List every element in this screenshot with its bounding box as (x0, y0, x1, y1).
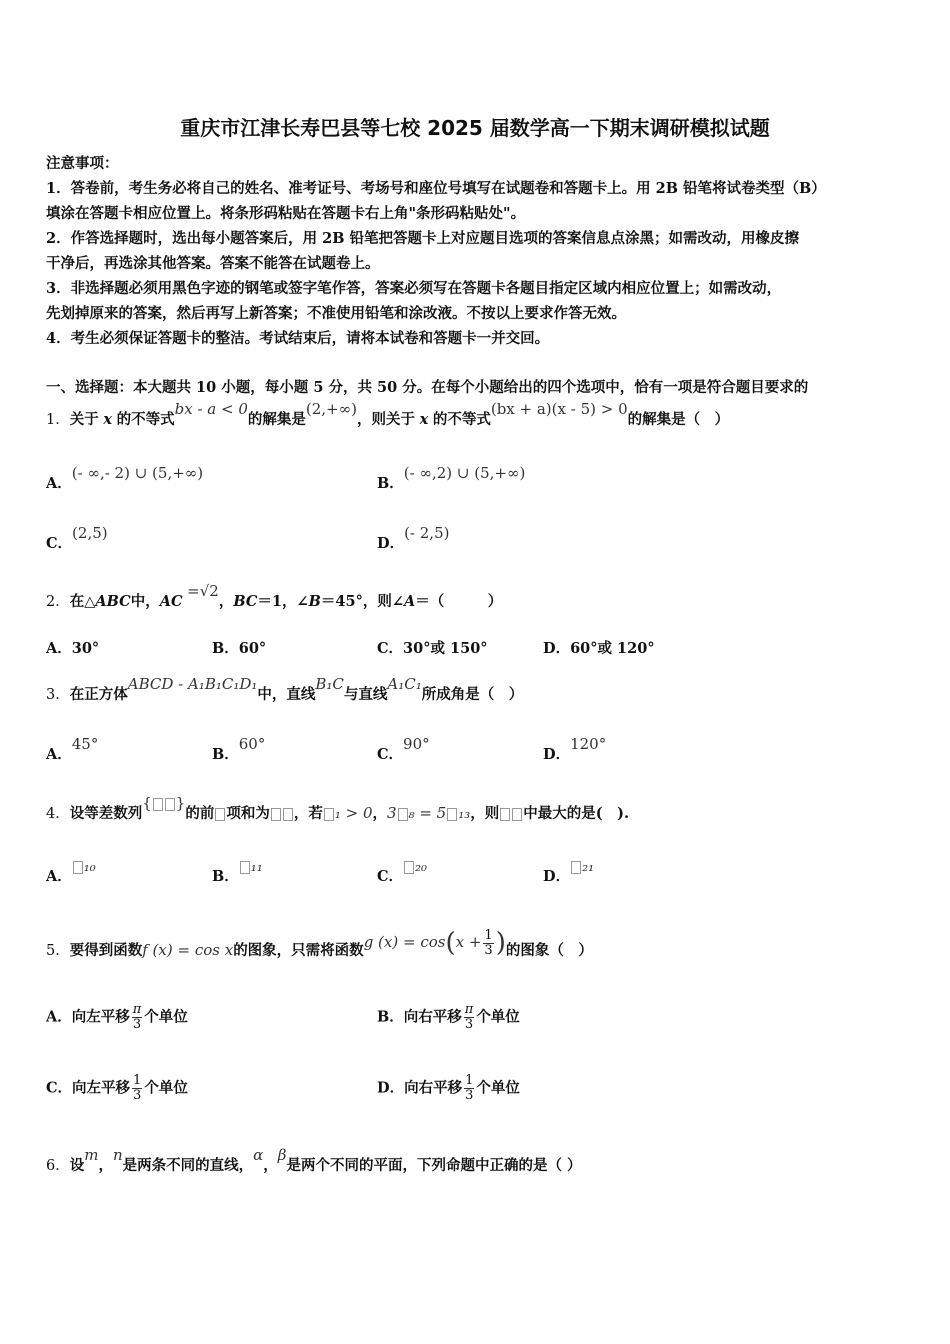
q5-option-c[interactable] (46, 1074, 188, 1103)
option-label: B． (377, 475, 404, 492)
missing-glyph-icon (447, 808, 457, 821)
note-2a: 2．作答选择题时，选出每小题答案后，用 2B 铅笔把答题卡上对应题目选项的答案信息点涂黑；如需改动，用橡皮擦 (46, 230, 800, 247)
option-label: D． (543, 868, 571, 885)
math-expr: B₁C (315, 675, 344, 693)
question-6 (46, 1146, 582, 1175)
q-text: ，则关于 (356, 411, 415, 428)
fraction (483, 929, 493, 958)
q-text: 设等差数列 (69, 805, 143, 822)
q1-option-d[interactable] (377, 524, 450, 553)
option-label: D．向右平移 (377, 1079, 463, 1097)
q2-option-c[interactable]: C．30°或 150° (377, 640, 488, 657)
option-label: C． (46, 535, 73, 552)
q-text: 关于 (69, 411, 99, 428)
note-3b: 先划掉原来的答案，然后再写上新答案；不准使用铅笔和涂改液。不按以上要求作答无效。 (46, 305, 626, 322)
q-number: 6． (46, 1158, 70, 1174)
math-expr: x + (455, 933, 482, 951)
math-expr: ₁₃ (458, 804, 471, 822)
math-expr: β (277, 1146, 287, 1164)
q-text: 要得到函数 (69, 942, 143, 959)
fraction (464, 1003, 475, 1032)
denominator: 3 (484, 942, 493, 958)
page-title: 重庆市江津长寿巴县等七校 2025 届数学高一下期末调研模拟试题 (180, 116, 770, 140)
q-number: 3． (46, 687, 70, 703)
fraction (132, 1074, 142, 1103)
option-value: 45° (71, 735, 99, 753)
math-expr: (2,+∞) (305, 400, 357, 418)
option-value: (- ∞,2) ∪ (5,+∞) (403, 464, 526, 482)
missing-glyph-icon (153, 798, 163, 811)
paren-left: ( (445, 928, 456, 958)
option-unit: 个单位 (144, 1079, 188, 1097)
denominator: 3 (132, 1017, 142, 1032)
option-label: D． (377, 535, 405, 552)
denominator: 3 (464, 1017, 474, 1032)
note-3a: 3．非选择题必须用黑色字迹的钢笔或签字笔作答，答案必须写在答题卡各题目指定区域内相应位置上；如需改动， (46, 280, 782, 297)
numerator: 1 (465, 1073, 474, 1088)
option-label: A． (46, 868, 72, 885)
missing-glyph-icon (500, 808, 510, 821)
q-text: ＝1，∠ (257, 593, 309, 610)
math-expr: (bx + a)(x - 5) > 0 (490, 400, 628, 418)
missing-glyph-icon (240, 861, 250, 874)
q-text: 与直线 (343, 686, 388, 703)
missing-glyph-icon (324, 808, 334, 821)
question-5 (46, 927, 593, 966)
q1-option-a[interactable] (46, 464, 204, 493)
sequence-braces: { } (142, 794, 186, 812)
q1-option-b[interactable] (377, 464, 526, 493)
math-expr: g (x) = cos (363, 933, 446, 951)
math-expr: m (84, 1146, 99, 1164)
q-number: 4． (46, 806, 70, 822)
question-2 (46, 582, 503, 611)
q-text: ， (98, 1157, 113, 1174)
missing-glyph-icon (283, 808, 293, 821)
q3-option-a[interactable] (46, 735, 99, 764)
math-expr: ₈ = 5 (408, 804, 447, 822)
option-label: B． (212, 746, 239, 763)
q2-option-b[interactable]: B．60° (212, 640, 267, 657)
option-label: B．向右平移 (377, 1008, 462, 1026)
question-1 (46, 400, 730, 429)
q-text: 设 (69, 1157, 85, 1174)
q-text: ＝45°，则∠ (320, 593, 404, 610)
option-value: 60° (238, 735, 266, 753)
q5-option-d[interactable] (377, 1074, 520, 1103)
note-2b: 干净后，再选涂其他答案。答案不能答在试题卷上。 (46, 255, 380, 272)
q3-option-d[interactable] (543, 735, 607, 764)
q4-option-c[interactable] (377, 857, 428, 886)
q-text: 中， (130, 593, 160, 610)
math-expr: √2 (199, 582, 219, 600)
option-label: A． (46, 746, 72, 763)
q-number: 5． (46, 943, 70, 959)
q-text: 中最大的是( ). (523, 805, 630, 822)
option-label: A．向左平移 (46, 1008, 130, 1026)
q-number: 2． (46, 594, 70, 610)
math-expr: bx - a < 0 (174, 400, 248, 418)
math-expr: A₁C₁ (387, 675, 422, 693)
option-value: (2,5) (72, 524, 108, 542)
q-text: 的解集是（ ） (627, 411, 730, 428)
option-value: ₂₀ (415, 857, 428, 875)
q2-option-d[interactable]: D．60°或 120° (543, 640, 655, 657)
note-1a: 1．答卷前，考生务必将自己的姓名、准考证号、考场号和座位号填写在试题卷和答题卡上。用 2B 铅笔将试卷类型（B） (46, 180, 826, 197)
q-text: ，若 (293, 805, 323, 822)
missing-glyph-icon (215, 808, 225, 821)
question-4 (46, 794, 630, 823)
q-text: ， (263, 1157, 278, 1174)
note-1b: 填涂在答题卡相应位置上。将条形码粘贴在答题卡右上角"条形码粘贴处"。 (46, 205, 526, 222)
q3-option-c[interactable] (377, 735, 430, 764)
option-label: C．向左平移 (46, 1079, 131, 1097)
missing-glyph-icon (165, 798, 175, 811)
fraction (132, 1003, 143, 1032)
q-text: 的图象（ ） (505, 942, 593, 959)
numerator: 1 (484, 927, 493, 943)
math-expr: ₁ > 0 (334, 804, 373, 822)
math-expr: AC (159, 593, 183, 610)
denominator: 3 (133, 1088, 142, 1103)
section-heading: 一、选择题：本大题共 10 小题，每小题 5 分，共 50 分。在每个小题给出的四个选项中，恰有一项是符合题目要求的 (46, 379, 809, 396)
q-text: 中，直线 (257, 686, 316, 703)
numerator: π (132, 1002, 142, 1017)
q1-option-c[interactable] (46, 524, 108, 553)
q-text: 项和为 (226, 805, 270, 822)
q4-option-b[interactable] (212, 857, 263, 886)
option-value: 90° (403, 735, 430, 753)
q-text: ，则 (470, 805, 500, 822)
q-text: 的解集是 (247, 411, 306, 428)
q4-option-d[interactable] (543, 857, 595, 886)
math-expr: ABCD - A₁B₁C₁D₁ (127, 675, 258, 693)
q3-option-b[interactable] (212, 735, 266, 764)
q-text: 的图象，只需将函数 (233, 942, 364, 959)
option-label: C． (377, 746, 404, 763)
math-expr: f (x) = cos x (142, 941, 234, 959)
math-expr: ABC (95, 593, 131, 610)
q-text: ， (372, 805, 387, 822)
fraction (464, 1074, 474, 1103)
missing-glyph-icon (271, 808, 281, 821)
var-x: x (103, 411, 112, 428)
q-text: 的不等式 (432, 411, 491, 428)
paren-right: ) (495, 928, 506, 958)
var-x: x (419, 411, 429, 428)
math-expr: n (112, 1146, 123, 1164)
notes-heading: 注意事项： (46, 155, 119, 172)
q-text: 的不等式 (116, 411, 175, 428)
option-value: ₁₁ (250, 857, 263, 875)
q-text: 在△ (69, 593, 96, 610)
option-value: ₂₁ (582, 857, 595, 875)
option-label: B． (212, 868, 239, 885)
option-unit: 个单位 (144, 1008, 188, 1026)
q-text: 是两条不同的直线， (122, 1157, 254, 1174)
missing-glyph-icon (571, 861, 581, 874)
math-expr: A (403, 593, 416, 610)
option-label: A． (46, 475, 72, 492)
q5-option-a[interactable] (46, 1003, 188, 1032)
numerator: π (464, 1002, 474, 1017)
q-number: 1． (46, 412, 70, 428)
question-3 (46, 675, 524, 704)
q2-option-a[interactable]: A．30° (46, 640, 100, 657)
option-label: D． (543, 746, 571, 763)
option-unit: 个单位 (476, 1079, 520, 1097)
q-text: 的前 (185, 805, 215, 822)
option-value: ₁₀ (83, 857, 96, 875)
denominator: 3 (465, 1088, 474, 1103)
option-value: (- 2,5) (404, 524, 450, 542)
note-4: 4．考生必须保证答题卡的整洁。考试结束后，请将本试卷和答题卡一并交回。 (46, 330, 550, 347)
option-unit: 个单位 (476, 1008, 520, 1026)
option-label: C． (377, 868, 404, 885)
q-text: ＝（ ） (415, 593, 503, 610)
option-value: (- ∞,- 2) ∪ (5,+∞) (71, 464, 204, 482)
math-expr: BC (233, 593, 258, 610)
q-text: 所成角是（ ） (421, 686, 524, 703)
missing-glyph-icon (512, 808, 522, 821)
math-expr: = (187, 582, 200, 600)
missing-glyph-icon (404, 861, 414, 874)
q4-option-a[interactable] (46, 857, 96, 886)
math-expr: 3 (387, 804, 397, 822)
q5-option-b[interactable] (377, 1003, 520, 1032)
math-expr: B (308, 593, 321, 610)
missing-glyph-icon (73, 861, 83, 874)
numerator: 1 (133, 1073, 142, 1088)
missing-glyph-icon (398, 808, 408, 821)
math-expr: α (253, 1146, 264, 1164)
q-text: ， (218, 593, 234, 610)
q-text: 在正方体 (69, 686, 128, 703)
option-value: 120° (570, 735, 607, 753)
q-text: 是两个不同的平面，下列命题中正确的是（ ） (286, 1157, 582, 1174)
